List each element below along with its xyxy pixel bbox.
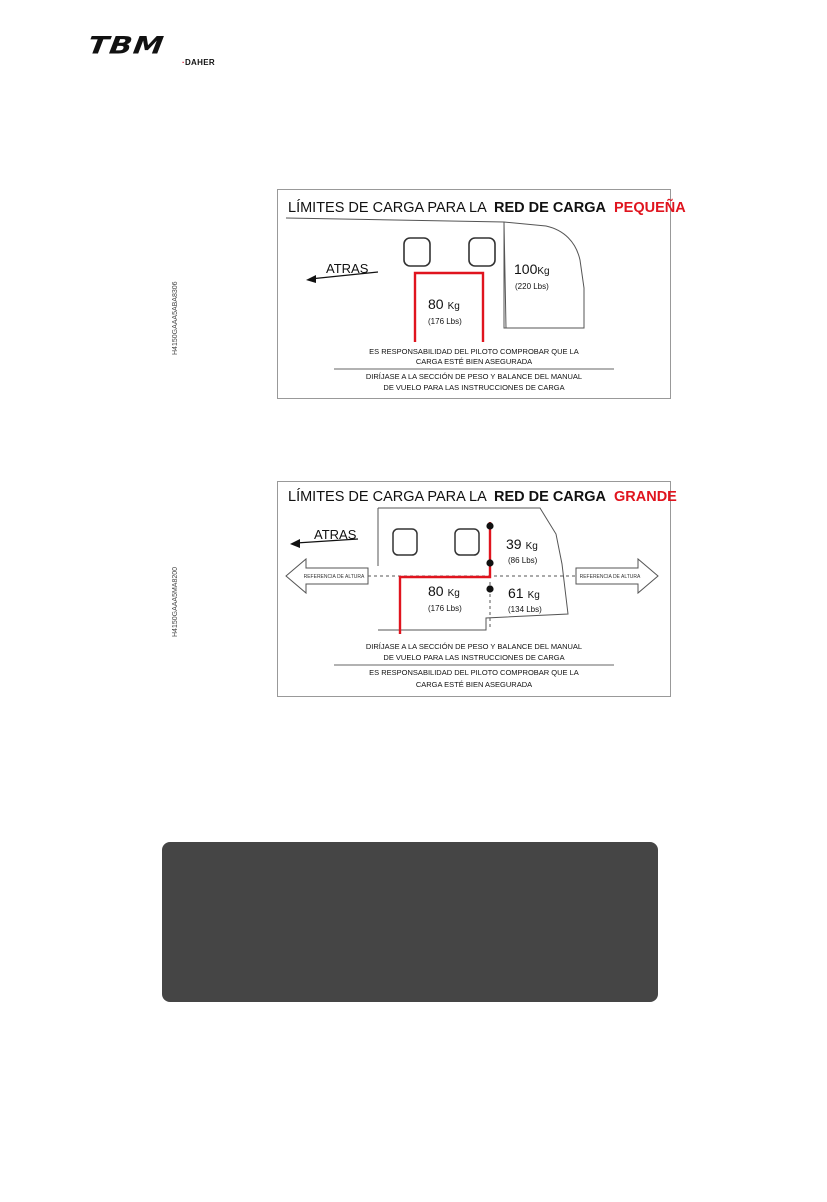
large-rear-lower-lbs: (134 Lbs)	[508, 605, 542, 614]
large-rear-lower-kg: 61 Kg	[508, 585, 540, 601]
large-title: LÍMITES DE CARGA PARA LA RED DE CARGA GRANDE	[288, 489, 677, 505]
small-net-placard	[277, 189, 686, 399]
large-net-diagram	[278, 482, 677, 696]
small-note-2-line-1: DIRÍJASE A LA SECCIÓN DE PESO Y BALANCE DEL MANUAL	[365, 372, 583, 381]
window-icon	[455, 529, 479, 555]
height-ref-left-label: REFERENCIA DE ALTURA	[303, 574, 365, 580]
logo-main-text: TBM	[86, 32, 167, 60]
large-front-kg: 80 Kg	[428, 583, 460, 599]
small-placard-ref-code: H4150GAAA5ABA8306	[172, 281, 179, 355]
height-ref-right-label: REFERENCIA DE ALTURA	[579, 574, 641, 580]
small-rear-kg: 100Kg	[514, 261, 550, 277]
large-note-2-line-1: ES RESPONSABILIDAD DEL PILOTO COMPROBAR QUE LA	[369, 668, 579, 677]
large-rear-upper-kg: 39 Kg	[506, 536, 538, 552]
window-icon	[469, 238, 495, 266]
small-net-diagram	[278, 190, 686, 398]
small-direction-label: ATRAS	[326, 261, 369, 276]
small-title: LÍMITES DE CARGA PARA LA RED DE CARGA PEQUEÑA	[288, 200, 686, 216]
small-front-lbs: (176 Lbs)	[428, 317, 462, 326]
large-placard-ref-code: H4150GAAA5MA8200	[172, 566, 179, 638]
dark-info-box	[162, 842, 658, 1002]
window-icon	[393, 529, 417, 555]
logo-sub-text: ·DAHER	[182, 58, 215, 67]
small-front-kg: 80 Kg	[428, 296, 460, 312]
large-net-placard	[277, 481, 677, 697]
large-net-red-outline	[400, 522, 490, 634]
large-note-1-line-2: DE VUELO PARA LAS INSTRUCCIONES DE CARGA	[383, 653, 565, 662]
arrow-head-icon	[306, 275, 316, 283]
attachment-point-icon	[486, 522, 493, 529]
arrow-head-icon	[290, 539, 300, 548]
window-icon	[404, 238, 430, 266]
small-rear-lbs: (220 Lbs)	[515, 282, 549, 291]
small-note-2-line-2: DE VUELO PARA LAS INSTRUCCIONES DE CARGA	[383, 383, 565, 392]
small-note-1-line-2: CARGA ESTÉ BIEN ASEGURADA	[415, 357, 533, 366]
tbm-daher-logo	[86, 32, 235, 76]
large-note-1-line-1: DIRÍJASE A LA SECCIÓN DE PESO Y BALANCE DEL MANUAL	[365, 642, 583, 651]
large-note-2-line-2: CARGA ESTÉ BIEN ASEGURADA	[415, 680, 533, 689]
large-direction-label: ATRAS	[314, 527, 357, 542]
attachment-point-icon	[486, 585, 493, 592]
large-rear-upper-lbs: (86 Lbs)	[508, 556, 538, 565]
small-note-1-line-1: ES RESPONSABILIDAD DEL PILOTO COMPROBAR QUE LA	[369, 347, 579, 356]
large-front-lbs: (176 Lbs)	[428, 604, 462, 613]
attachment-point-icon	[486, 559, 493, 566]
